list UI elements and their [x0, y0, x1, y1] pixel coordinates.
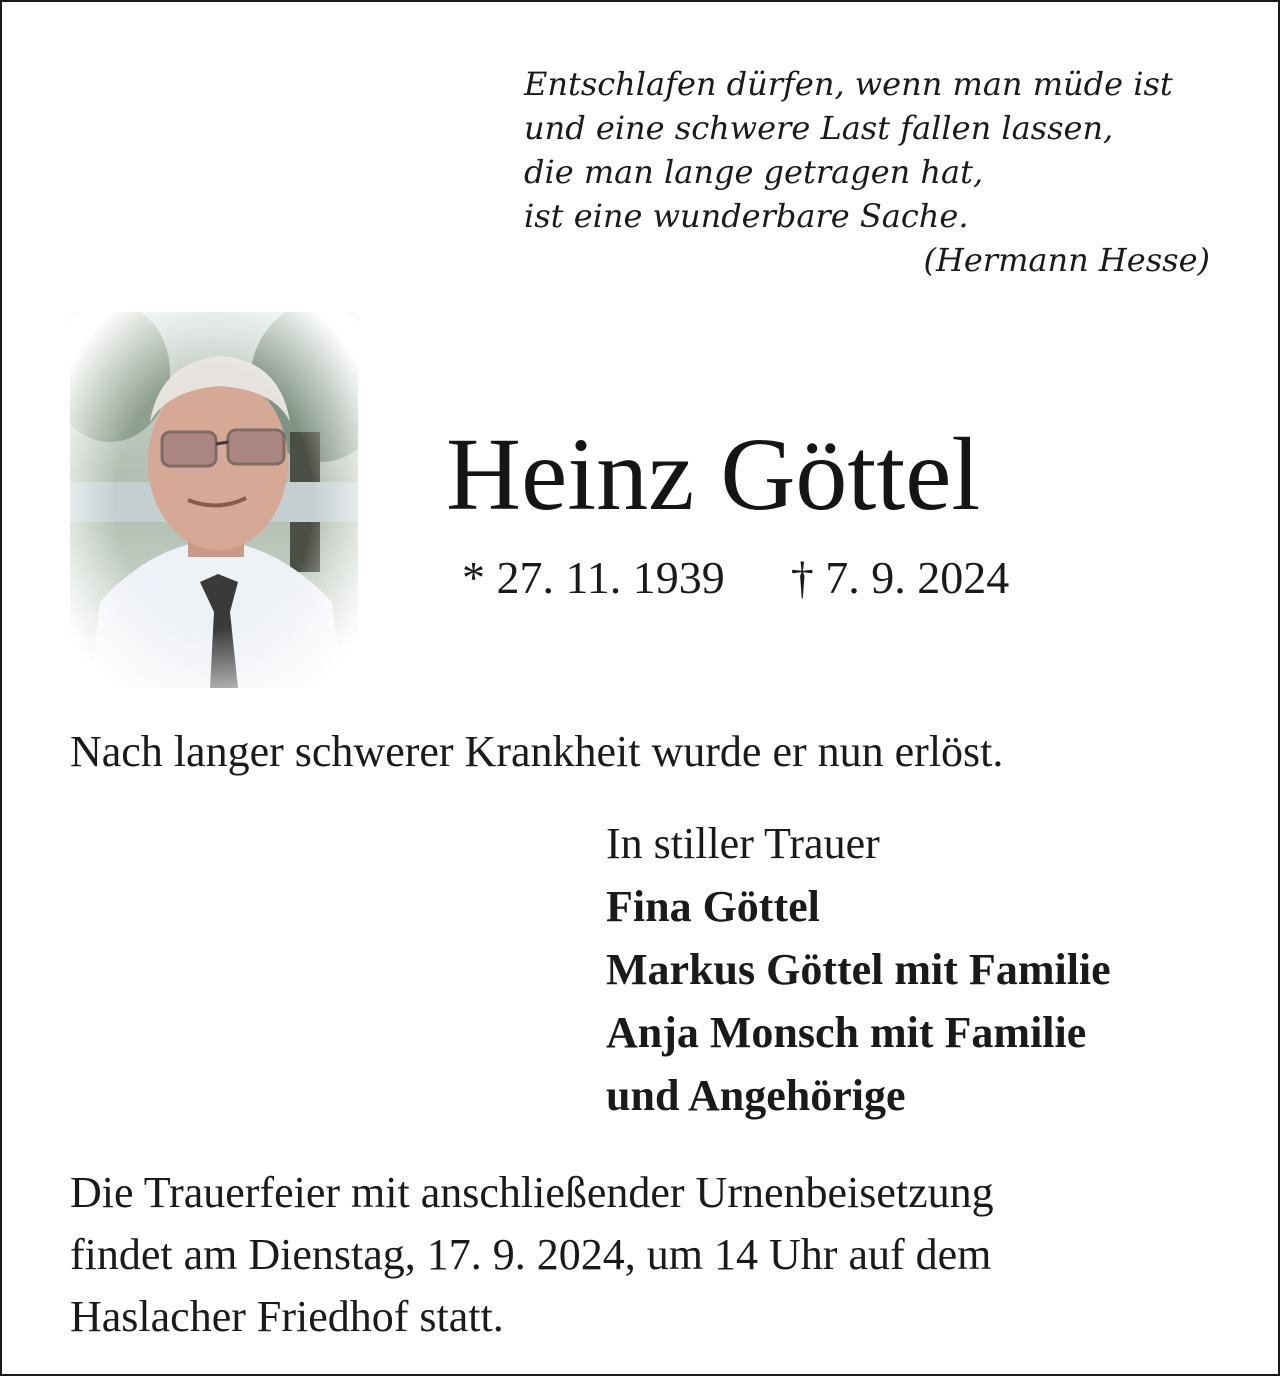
ceremony-line: Haslacher Friedhof statt. [70, 1292, 504, 1341]
death-date: † 7. 9. 2024 [790, 552, 1010, 603]
mourner-name: Markus Göttel mit Familie [606, 945, 1111, 994]
poem-line: Entschlafen dürfen, wenn man müde ist [524, 65, 1173, 103]
poem-line: die man lange getragen hat, [524, 153, 984, 191]
life-dates [462, 548, 1009, 608]
mourner-name: und Angehörige [606, 1071, 906, 1120]
ceremony-line: findet am Dienstag, 17. 9. 2024, um 14 Uhr auf dem [70, 1230, 992, 1279]
ceremony-line: Die Trauerfeier mit anschließender Urnenbeisetzung [70, 1168, 994, 1217]
poem-line: und eine schwere Last fallen lassen, [524, 109, 1114, 147]
poem-line: ist eine wunderbare Sache. [524, 197, 969, 235]
mourner-name: Fina Göttel [606, 882, 820, 931]
portrait-photo [70, 312, 358, 688]
birth-date: * 27. 11. 1939 [462, 552, 725, 603]
death-notice-text: Nach langer schwerer Krankheit wurde er nun erlöst. [70, 727, 1004, 776]
mourners-intro: In stiller Trauer [606, 819, 880, 868]
poem-author: (Hermann Hesse) [923, 241, 1210, 279]
poem-quote [524, 62, 1224, 238]
ceremony-info [70, 1162, 994, 1348]
mourner-name: Anja Monsch mit Familie [606, 1008, 1087, 1057]
mourners-block [606, 812, 1111, 1127]
deceased-name: Heinz Göttel [446, 417, 981, 532]
